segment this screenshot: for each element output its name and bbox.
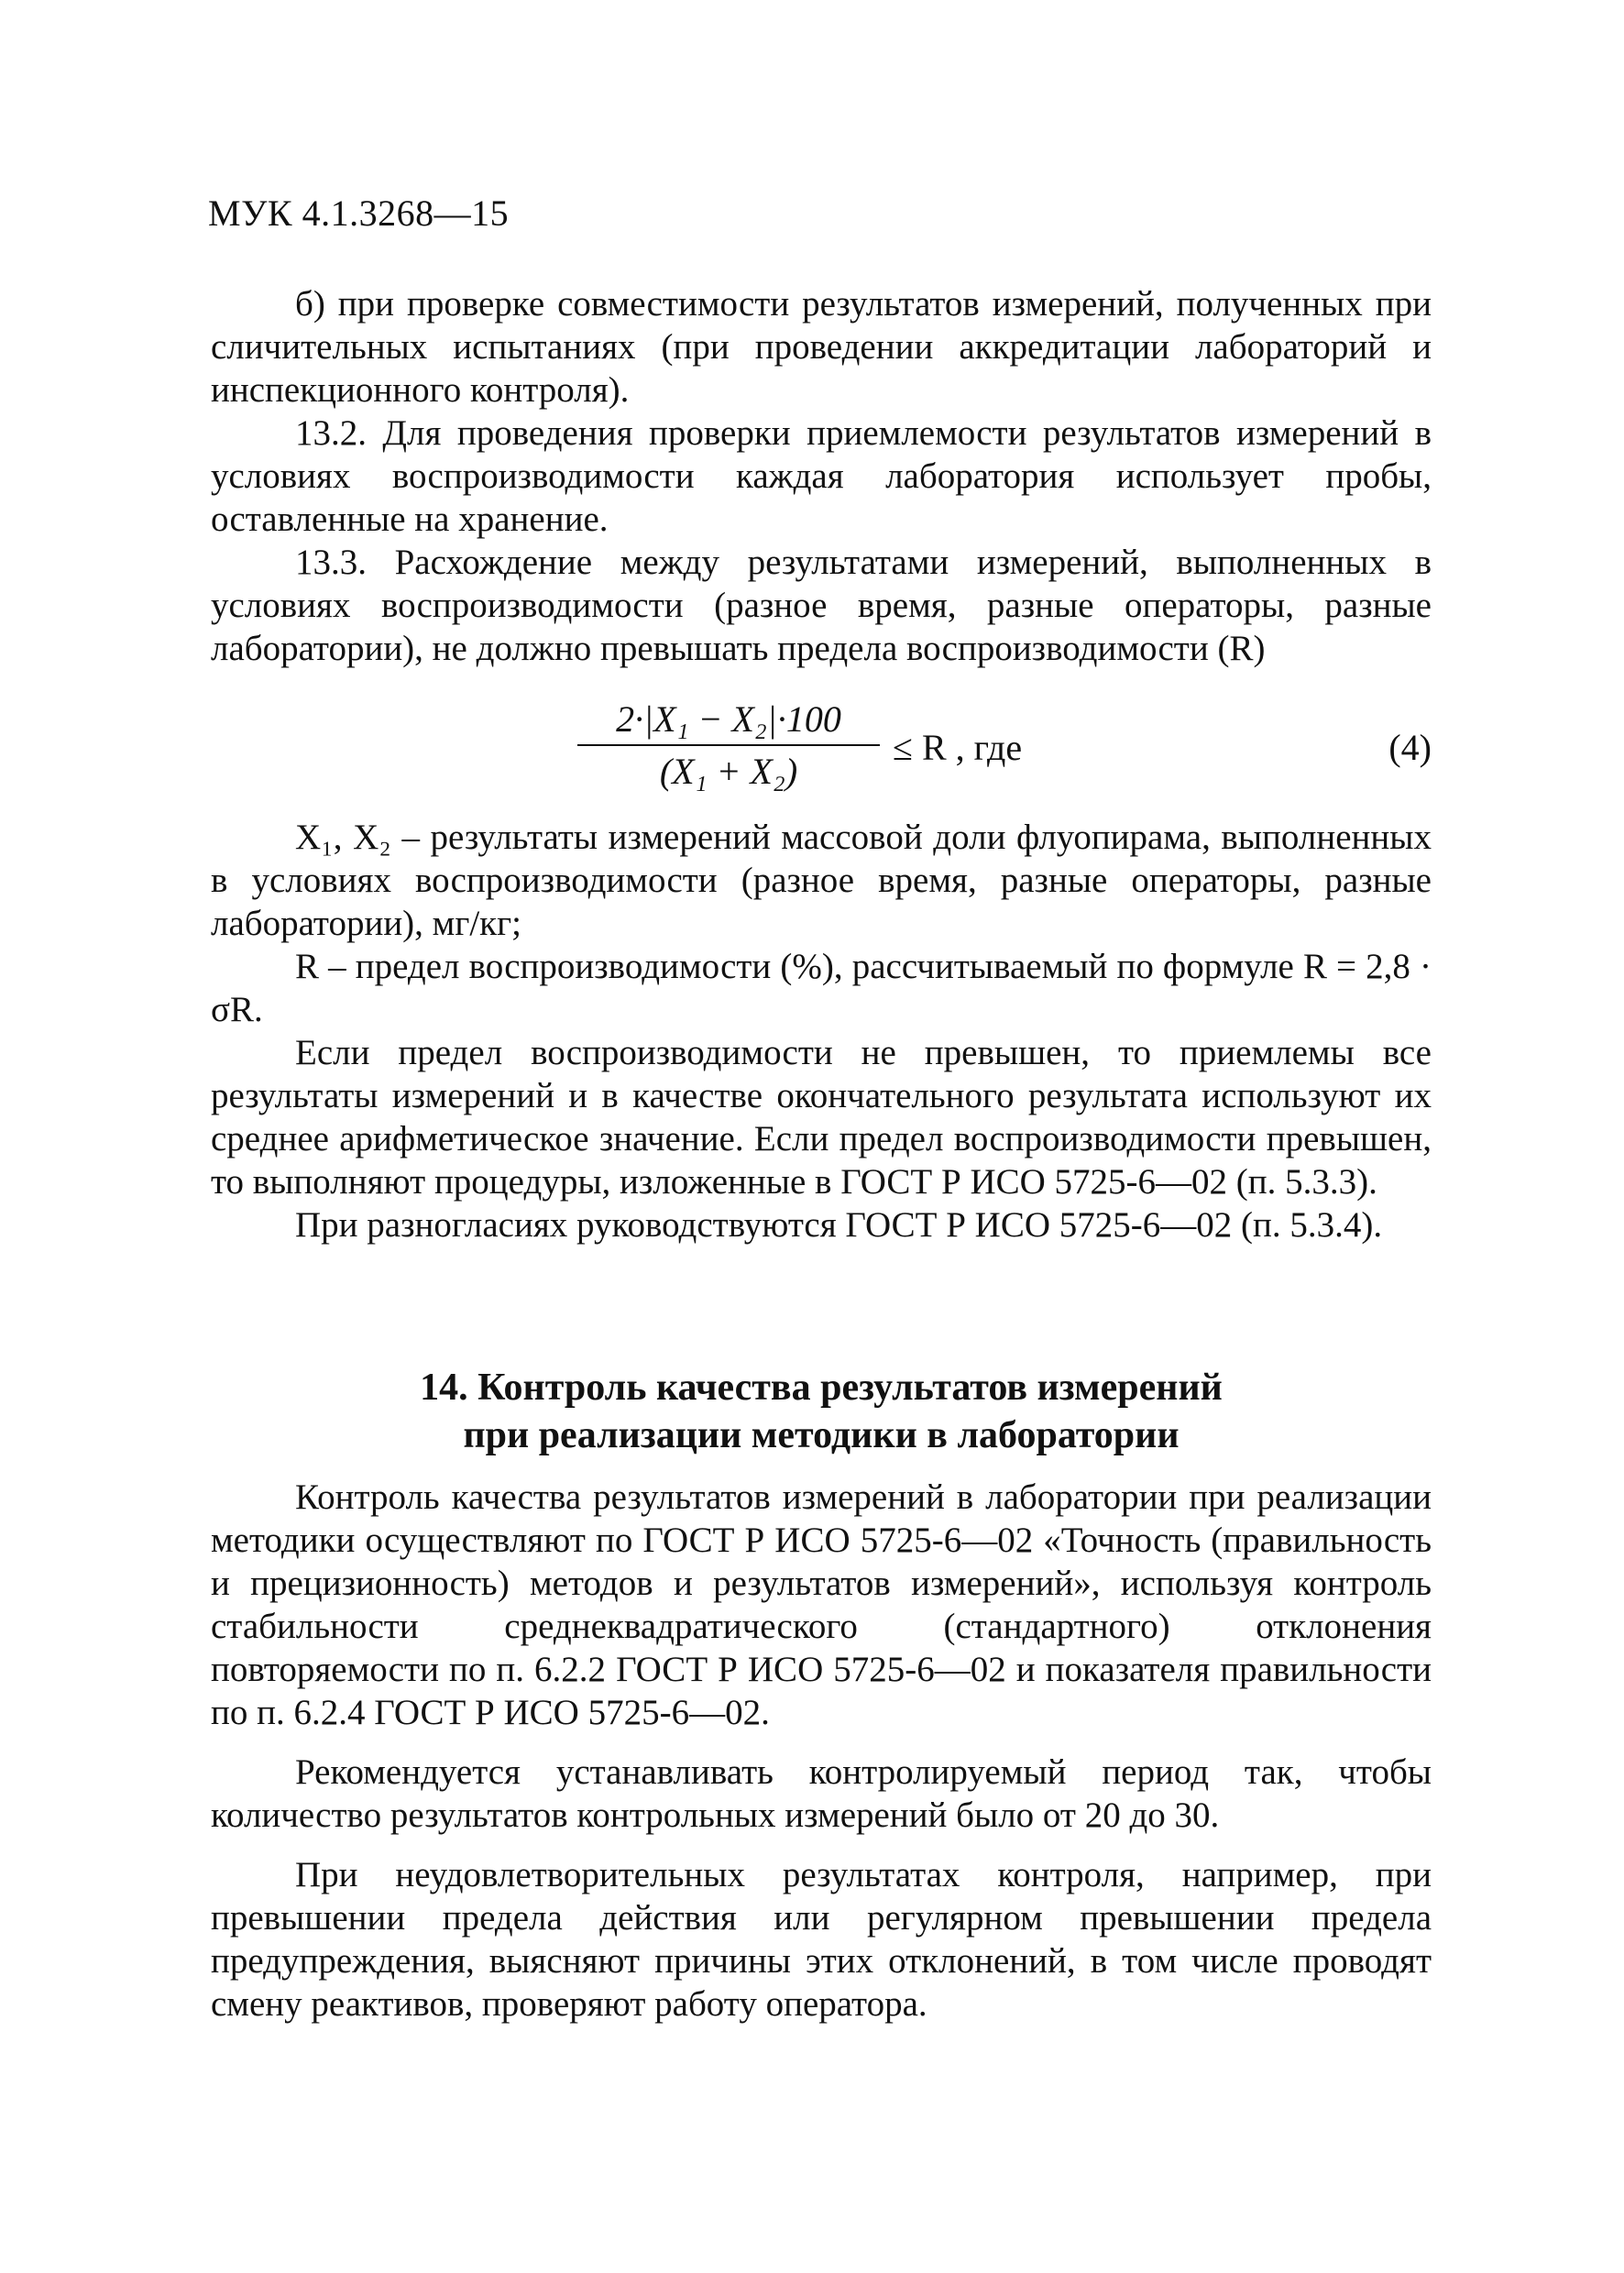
paragraph-disagreement: При разногласиях руководствуются ГОСТ Р ИСО 5725-6—02 (п. 5.3.4). xyxy=(295,1205,1383,1245)
formula-number: (4) xyxy=(1388,727,1432,768)
formula-4 xyxy=(211,695,1432,805)
definition-r: R – предел воспроизводимости (%), рассчитываемый по формуле R = 2,8 · σR. xyxy=(211,947,1432,1029)
paragraph-13-3: 13.3. Расхождение между результатами измерений, выполненных в условиях воспроизводимости (разное время, разные операторы, разные лаборатории), не должно превышать предела воспроизводимости (R) xyxy=(211,543,1432,668)
paragraph-b: б) при проверке совместимости результатов измерений, полученных при сличительных испытаниях (при проведении аккредитации лабораторий и инспекционного контроля). xyxy=(211,284,1432,410)
document-code-header: МУК 4.1.3268—15 xyxy=(208,192,510,234)
formula-numerator: 2·|X₁ − X₂|·100 xyxy=(577,695,880,746)
paragraph-13-2: 13.2. Для проведения проверки приемлемости результатов измерений в условиях воспроизводимости каждая лаборатория использует пробы, оставленные на хранение. xyxy=(211,413,1432,539)
section-14-paragraph-2: Рекомендуется устанавливать контролируемый период так, чтобы количество результатов контрольных измерений было от 20 до 30. xyxy=(211,1752,1432,1835)
section-14-title-line-1: 14. Контроль качества результатов измерений xyxy=(420,1367,1223,1409)
text-block-middle xyxy=(211,816,1432,1246)
definition-x: X₁, X₂ – результаты измерений массовой доли флуопирама, выполненных в условиях воспроизводимости (разное время, разные операторы, разные лаборатории), мг/кг; xyxy=(211,818,1432,943)
text-block-section-14 xyxy=(211,1476,1432,2026)
section-14-paragraph-1: Контроль качества результатов измерений в лаборатории при реализации методики осуществляют по ГОСТ Р ИСО 5725-6—02 «Точность (правильность и прецизионность) методов и результатов измерений», используя контроль стабильности среднеквадратического (стандартного) отклонения повторяемости по п. 6.2.2 ГОСТ Р ИСО 5725-6—02 и показателя правильности по п. 6.2.4 ГОСТ Р ИСО 5725-6—02. xyxy=(211,1477,1432,1732)
paragraph-if-limit: Если предел воспроизводимости не превышен, то приемлемы все результаты измерений и в качестве окончательного результата используют их среднее арифметическое значение. Если предел воспроизводимости превышен, то выполняют процедуры, изложенные в ГОСТ Р ИСО 5725-6—02 (п. 5.3.3). xyxy=(211,1033,1432,1202)
formula-relation: ≤ R , где xyxy=(893,727,1023,768)
formula-fraction xyxy=(577,695,880,797)
formula-denominator: (X₁ + X₂) xyxy=(659,751,798,792)
section-14-title-line-2: при реализации методики в лаборатории xyxy=(463,1414,1180,1456)
section-14-paragraph-3: При неудовлетворительных результатах контроля, например, при превышении предела действия или регулярном превышении предела предупреждения, выясняют причины этих отклонений, в том числе проводят смену реактивов, проверяют работу оператора. xyxy=(211,1855,1432,2024)
text-block-top xyxy=(211,282,1432,670)
section-14-title xyxy=(211,1364,1432,1459)
